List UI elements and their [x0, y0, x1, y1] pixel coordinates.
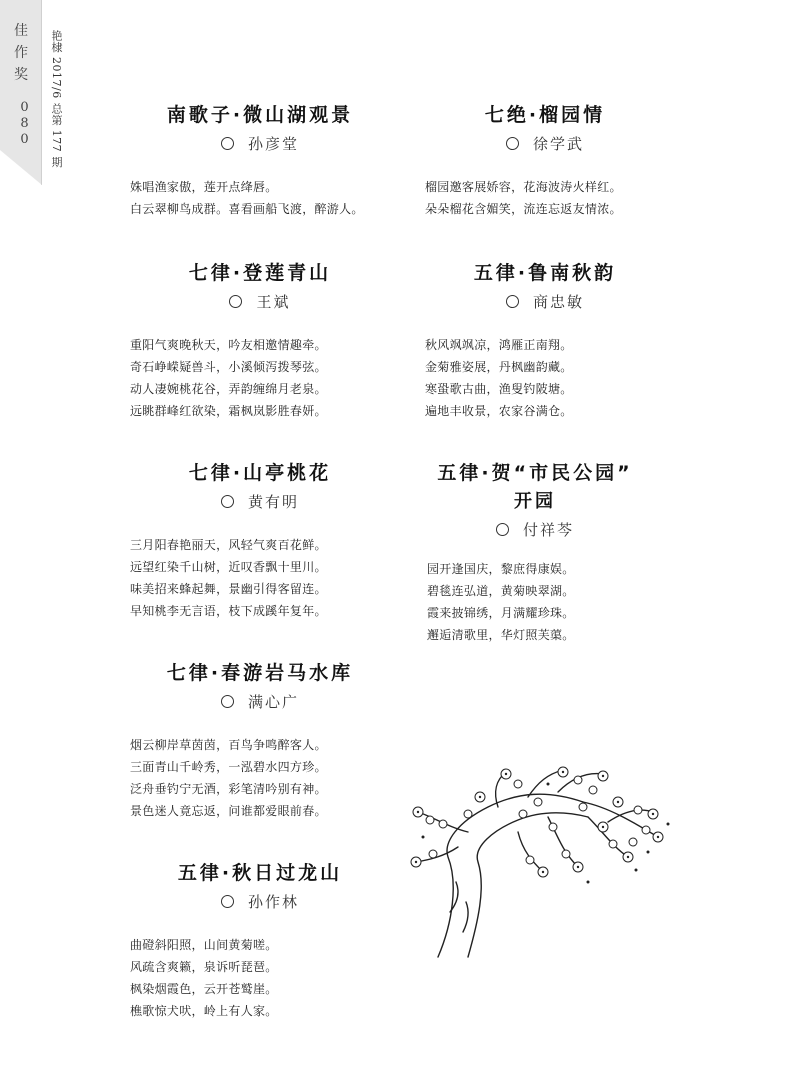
- poem-line: 烟云柳岸草茵茵，百鸟争鸣醉客人。: [130, 738, 327, 752]
- poem-line: 樵歌惊犬吠，岭上有人家。: [130, 1004, 278, 1018]
- poem-author: [415, 519, 655, 540]
- section-label-char: 作: [14, 45, 28, 61]
- poem: [425, 258, 665, 422]
- poem: [130, 458, 390, 622]
- poem-author: [425, 133, 665, 154]
- poem-line: 朵朵榴花含媚笑，流连忘返友情浓。: [425, 202, 622, 216]
- circle-icon: [496, 523, 509, 536]
- poem-line: 霞来披锦绣，月满耀珍珠。: [427, 606, 575, 620]
- poem: [130, 658, 390, 822]
- poem-line: 枫染烟霞色，云开苍鹫崖。: [130, 982, 278, 996]
- poem-line: 曲磴斜阳照，山间黄菊嗟。: [130, 938, 278, 952]
- poem-lines: [425, 334, 665, 422]
- author-name: 付祥芩: [522, 521, 574, 539]
- poem-lines: [130, 934, 390, 1022]
- author-name: 满心广: [247, 693, 299, 711]
- poem-title: 五律·贺“市民公园”: [437, 462, 633, 484]
- poem-author: [130, 291, 390, 312]
- poem-line: 动人凄婉桃花谷，弄韵缠绵月老泉。: [130, 382, 327, 396]
- poem-line: 碧毯连弘道，黄菊映翠湖。: [427, 584, 575, 598]
- author-name: 王斌: [256, 293, 291, 311]
- poem-line: 遍地丰收景，农家谷满仓。: [425, 404, 573, 418]
- section-label: [10, 20, 32, 86]
- poem-author: [130, 491, 390, 512]
- author-name: 徐学武: [532, 135, 584, 153]
- poem-title: 七律·登莲青山: [188, 262, 332, 284]
- poem-lines: [130, 176, 390, 220]
- poem-line: 邂逅清歌里，华灯照芙蕖。: [427, 628, 575, 642]
- poem-title: 南歌子·微山湖观景: [166, 104, 354, 126]
- poem-line: 榴园邀客展娇容，花海波涛火样红。: [425, 180, 622, 194]
- poem-line: 风疏含爽籁，泉诉听琵琶。: [130, 960, 278, 974]
- author-name: 孙彦堂: [247, 135, 299, 153]
- author-name: 孙作林: [247, 893, 299, 911]
- author-name: 商忠敏: [532, 293, 584, 311]
- poem-line: 白云翠柳鸟成群。喜看画船飞渡，醉游人。: [130, 202, 364, 216]
- page-number: 080: [17, 100, 32, 148]
- circle-icon: [506, 295, 519, 308]
- poem-line: 金菊雅姿展，丹枫幽韵藏。: [425, 360, 573, 374]
- poem-lines: [425, 176, 665, 220]
- poem-lines: [130, 534, 390, 622]
- plum-tree-illustration: [408, 762, 678, 962]
- circle-icon: [221, 695, 234, 708]
- circle-icon: [506, 137, 519, 150]
- poem-line: 重阳气爽晚秋天，吟友相邀情趣牵。: [130, 338, 327, 352]
- poem-line: 姝唱渔家傲，莲开点绛唇。: [130, 180, 278, 194]
- poem: [130, 858, 390, 1022]
- poem-line: 远望红染千山树，近叹香飘十里川。: [130, 560, 327, 574]
- poem-title-continued: 开园: [514, 491, 556, 512]
- circle-icon: [221, 495, 234, 508]
- poem-lines: [130, 734, 390, 822]
- poem-line: 泛舟垂钓宁无酒，彩笔清吟别有神。: [130, 782, 327, 796]
- section-label-char: 佳: [14, 23, 28, 39]
- journal-info: 艳棣 2017/6 总第 177 期: [50, 30, 63, 168]
- poem-line: 三月阳春艳丽天，风轻气爽百花鲜。: [130, 538, 327, 552]
- poem-line: 奇石峥嵘疑兽斗，小溪倾泻拨琴弦。: [130, 360, 327, 374]
- section-tab: [0, 0, 42, 185]
- section-label-char: 奖: [14, 67, 28, 83]
- poem-author: [130, 133, 390, 154]
- circle-icon: [229, 295, 242, 308]
- circle-icon: [221, 895, 234, 908]
- poem: [415, 458, 655, 646]
- poem-lines: [415, 558, 655, 646]
- poem: [425, 100, 665, 220]
- poem: [130, 100, 390, 220]
- poem-author: [130, 691, 390, 712]
- circle-icon: [221, 137, 234, 150]
- poem-lines: [130, 334, 390, 422]
- poem-line: 远眺群峰红欲染，霜枫岚影胜春妍。: [130, 404, 327, 418]
- poem-title: 七律·春游岩马水库: [166, 662, 354, 684]
- poem: [130, 258, 390, 422]
- poem-title: 五律·鲁南秋韵: [473, 262, 617, 284]
- poem-line: 景色迷人竟忘返，问谁都爱眼前春。: [130, 804, 327, 818]
- poem-title: 七律·山亭桃花: [188, 462, 332, 484]
- poem-author: [130, 891, 390, 912]
- poem-line: 秋风飒飒凉，鸿雁正南翔。: [425, 338, 573, 352]
- poem-author: [425, 291, 665, 312]
- poem-line: 味美招来蜂起舞，景幽引得客留连。: [130, 582, 327, 596]
- poem-line: 园开逢国庆，黎庶得康娱。: [427, 562, 575, 576]
- author-name: 黄有明: [247, 493, 299, 511]
- poem-line: 早知桃李无言语，枝下成蹊年复年。: [130, 604, 327, 618]
- poem-title: 五律·秋日过龙山: [177, 862, 343, 884]
- poem-title: 七绝·榴园情: [484, 104, 606, 126]
- poem-line: 三面青山千岭秀，一泓碧水四方珍。: [130, 760, 327, 774]
- poem-line: 寒蛩歌古曲，渔叟钓陂塘。: [425, 382, 573, 396]
